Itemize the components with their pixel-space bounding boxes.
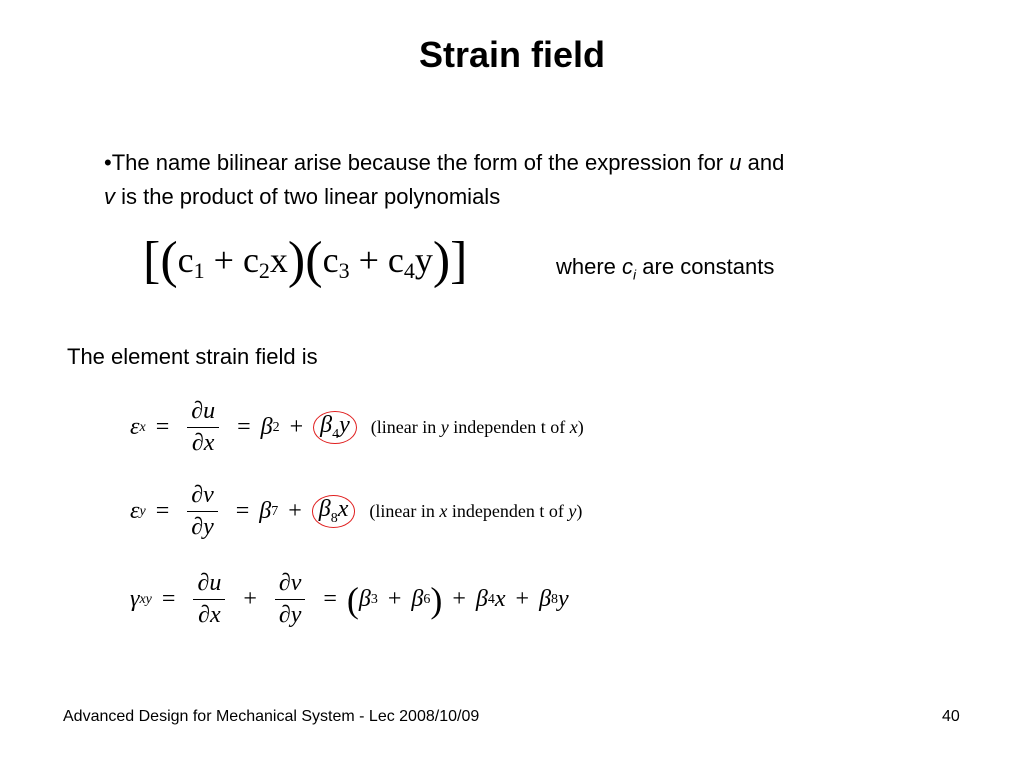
footer-course-text: Advanced Design for Mechanical System - Lec 2008/10/09 [63,708,480,725]
bullet-u: u [729,150,742,175]
page-number: 40 [942,708,960,725]
strain-y-equation: ε y = $\frac{\partial v}{\partial y}$ = β 7 + $\beta_8x$ (linear in x independen t of y) [130,482,583,540]
constants-note: where $c_i$ are constants [556,254,775,283]
bullet-text [104,146,994,214]
note-2: (linear in x independen t of y) [369,501,583,521]
bullet-v: v [104,184,115,209]
note-1: (linear in y independen t of x) [370,417,584,437]
highlight-circle-1: $\beta_4y$ [313,411,357,444]
strain-field-intro: The element strain field is [67,344,318,369]
shear-strain-equation: γ xy = $\frac{\partial u}{\partial x}$ + $\frac{\partial v}{\partial y}$ = ( β 3 + β 6 ) + β 4 x + β 8 y [130,570,569,628]
bullet-part2: is the product of two linear polynomials [115,184,501,209]
bullet-part1: •The name bilinear arise because the form of the expression for [104,150,730,175]
bullet-and: and [741,150,785,175]
strain-x-equation: ε x = $\frac{\partial u}{\partial x}$ = β 2 + $\beta_4y$ (linear in y independen t of x) [130,398,584,456]
slide-title: Strain field [418,34,606,75]
bilinear-polynomial: $[(c_1 + c_2x)(c_3 + c_4y)]$ [143,232,468,289]
highlight-circle-2: $\beta_8x$ [312,495,356,528]
